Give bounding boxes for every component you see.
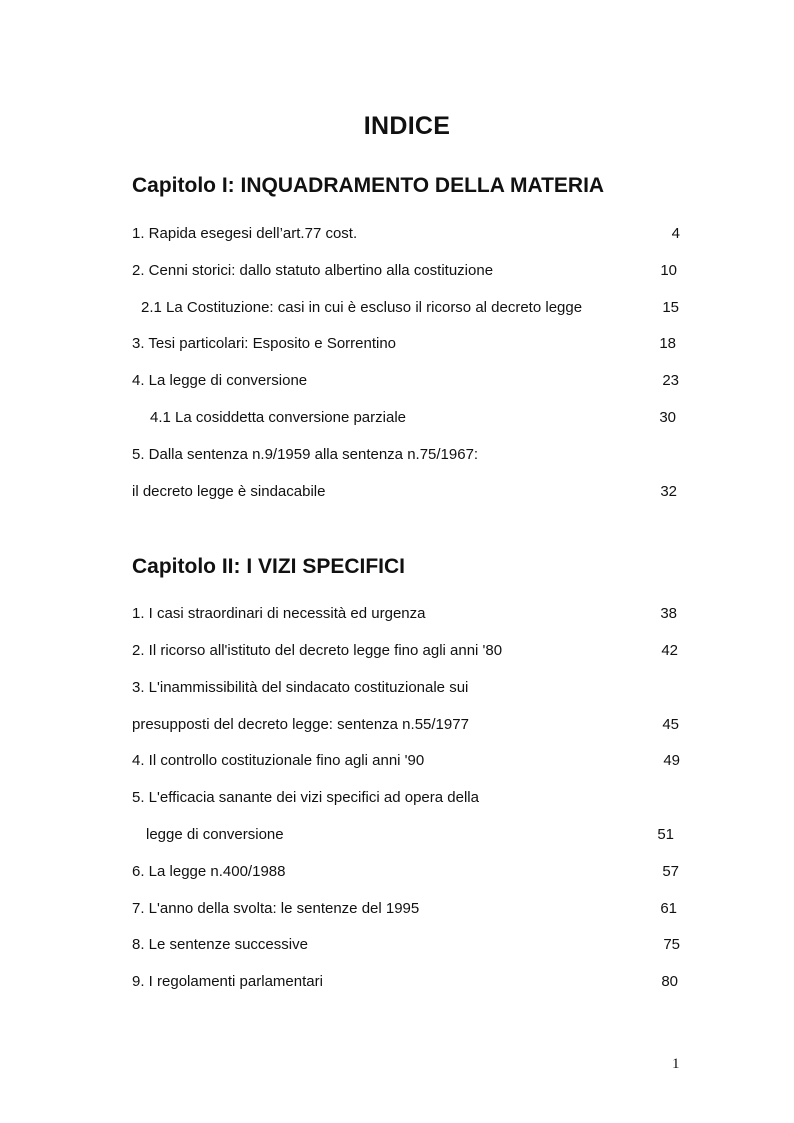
chapter-2-heading: Capitolo II: I VIZI SPECIFICI xyxy=(132,555,406,578)
toc-entry xyxy=(132,714,680,736)
toc-entry xyxy=(132,223,680,245)
toc-entry xyxy=(132,934,680,956)
toc-entry-page: 38 xyxy=(660,605,677,622)
toc-entry-label: 2.1 La Costituzione: casi in cui è escluso il ricorso al decreto legge xyxy=(141,299,583,316)
toc-entry-page: 45 xyxy=(662,716,679,733)
page-title: INDICE xyxy=(363,112,451,140)
toc-entry-page: 80 xyxy=(661,973,678,990)
page-number: 1 xyxy=(672,1056,680,1072)
toc-entry-page: 51 xyxy=(657,826,674,843)
toc-entry-label: 5. Dalla sentenza n.9/1959 alla sentenza n.75/1967: xyxy=(132,446,479,463)
toc-entry-label: 3. L'inammissibilità del sindacato costituzionale sui xyxy=(132,679,469,696)
toc-entry xyxy=(132,481,680,503)
toc-entry-page: 15 xyxy=(662,299,679,316)
toc-entry-label: 2. Il ricorso all'istituto del decreto legge fino agli anni '80 xyxy=(132,642,503,659)
toc-entry-page: 23 xyxy=(662,372,679,389)
toc-entry xyxy=(132,750,680,772)
toc-entry xyxy=(132,370,680,392)
toc-entry xyxy=(132,861,680,883)
toc-entry xyxy=(132,444,680,466)
toc-entry xyxy=(132,898,680,920)
toc-entry-label: 8. Le sentenze successive xyxy=(132,936,308,953)
toc-entry-label: presupposti del decreto legge: sentenza n.55/1977 xyxy=(132,716,469,733)
toc-entry-page: 61 xyxy=(660,900,677,917)
toc-entry-label: legge di conversione xyxy=(146,826,284,843)
toc-entry xyxy=(132,603,680,625)
toc-entry-label: 1. I casi straordinari di necessità ed urgenza xyxy=(132,605,426,622)
toc-entry xyxy=(132,787,680,809)
toc-entry-page: 30 xyxy=(659,409,676,426)
toc-entry xyxy=(132,407,680,429)
toc-entry xyxy=(132,297,680,319)
toc-entry-page: 32 xyxy=(660,483,677,500)
toc-entry-page: 57 xyxy=(662,863,679,880)
toc-entry-page: 18 xyxy=(659,335,676,352)
toc-entry-page: 42 xyxy=(661,642,678,659)
toc-entry-label: 9. I regolamenti parlamentari xyxy=(132,973,323,990)
toc-entry xyxy=(132,824,680,846)
toc-entry xyxy=(132,333,680,355)
toc-entry-label: 7. L'anno della svolta: le sentenze del 1995 xyxy=(132,900,420,917)
toc-entry-label: 4.1 La cosiddetta conversione parziale xyxy=(150,409,406,426)
toc-entry-label: 4. Il controllo costituzionale fino agli anni '90 xyxy=(132,752,425,769)
toc-entry-page: 10 xyxy=(660,262,677,279)
toc-entry-label: 1. Rapida esegesi dell’art.77 cost. xyxy=(132,225,358,242)
chapter-1-heading: Capitolo I: INQUADRAMENTO DELLA MATERIA xyxy=(132,174,605,197)
toc-entry-label: 3. Tesi particolari: Esposito e Sorrentino xyxy=(132,335,397,352)
toc-entry-label: 6. La legge n.400/1988 xyxy=(132,863,286,880)
toc-entry-label: 4. La legge di conversione xyxy=(132,372,308,389)
toc-entry-label: il decreto legge è sindacabile xyxy=(132,483,326,500)
toc-entry xyxy=(132,640,680,662)
toc-entry-page: 4 xyxy=(671,225,680,242)
toc-entry xyxy=(132,971,680,993)
toc-entry-label: 2. Cenni storici: dallo statuto albertino alla costituzione xyxy=(132,262,494,279)
toc-entry-page: 75 xyxy=(663,936,680,953)
toc-entry xyxy=(132,677,680,699)
toc-entry-label: 5. L'efficacia sanante dei vizi specifici ad opera della xyxy=(132,789,479,806)
toc-entry-page: 49 xyxy=(663,752,680,769)
toc-entry xyxy=(132,260,680,282)
